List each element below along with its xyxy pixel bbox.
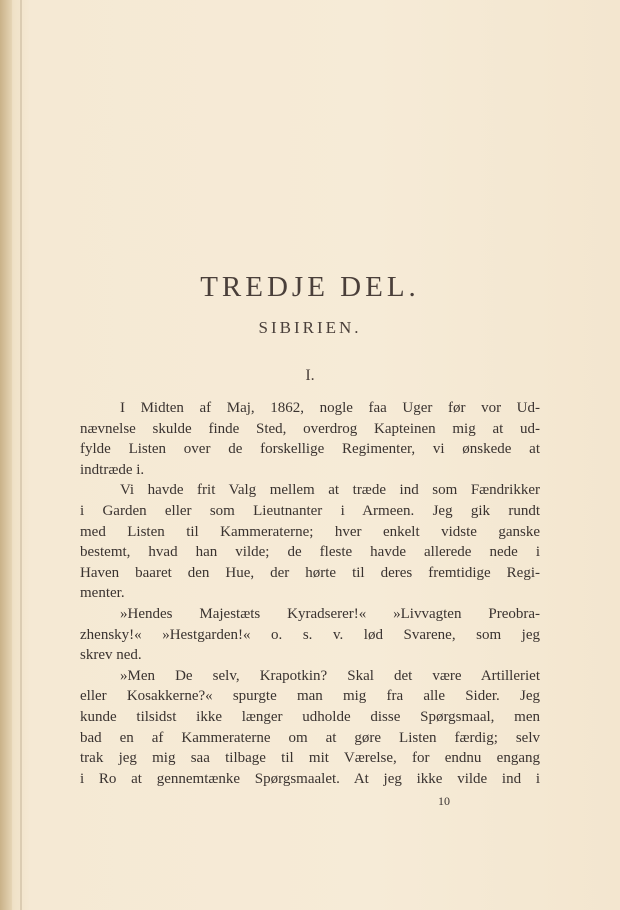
text-line: eller Kosakkerne?« spurgte man mig fra alle Sider. Jeg xyxy=(80,688,540,705)
text-line: bad en af Kammeraterne om at gøre Listen færdig; selv xyxy=(80,729,540,746)
text-line: I Midten af Maj, 1862, nogle faa Uger før vor Ud- xyxy=(120,400,540,416)
text-line: nævnelse skulde finde Sted, overdrog Kapteinen mig at ud- xyxy=(80,420,540,437)
text-line: menter. xyxy=(80,585,125,602)
text-line: i Ro at gennemtænke Spørgsmaalet. At jeg ikke vilde ind i xyxy=(80,770,540,787)
text-line: »Men De selv, Krapotkin? Skal det være Artilleriet xyxy=(120,667,540,684)
text-line: zhensky!« »Hestgarden!« o. s. v. lød Svarene, som jeg xyxy=(80,626,540,643)
text-line: bestemt, hvad han vilde; de fleste havde allerede nede i xyxy=(80,544,540,561)
text-line: i Garden eller som Lieutnanter i Armeen. Jeg gik rundt xyxy=(80,502,540,519)
text-line: indtræde i. xyxy=(80,461,145,478)
page-number: 10 xyxy=(438,794,450,808)
text-line: Haven baaret den Hue, der hørte til deres fremtidige Regi- xyxy=(80,564,540,581)
text-line: med Listen til Kammeraterne; hver enkelt vidste ganske xyxy=(80,523,540,540)
part-title: TREDJE DEL. xyxy=(200,271,420,303)
text-line: skrev ned. xyxy=(80,647,142,664)
section-title: SIBIRIEN. xyxy=(258,318,362,337)
page-edge xyxy=(0,0,12,910)
text-line: trak jeg mig saa tilbage til mit Værelse, for endnu engang xyxy=(80,750,540,767)
gutter-line xyxy=(20,0,22,910)
text-line: »Hendes Majestæts Kyradserer!« »Livvagten Preobra- xyxy=(120,605,540,622)
chapter-number: I. xyxy=(305,367,315,384)
text-line: kunde tilsidst ikke længer udholde disse Spørgsmaal, men xyxy=(80,708,540,725)
text-line: Vi havde frit Valg mellem at træde ind som Fændrikker xyxy=(120,482,540,499)
body-text xyxy=(80,398,540,789)
text-line: fylde Listen over de forskellige Regimenter, vi ønskede at xyxy=(80,441,540,458)
